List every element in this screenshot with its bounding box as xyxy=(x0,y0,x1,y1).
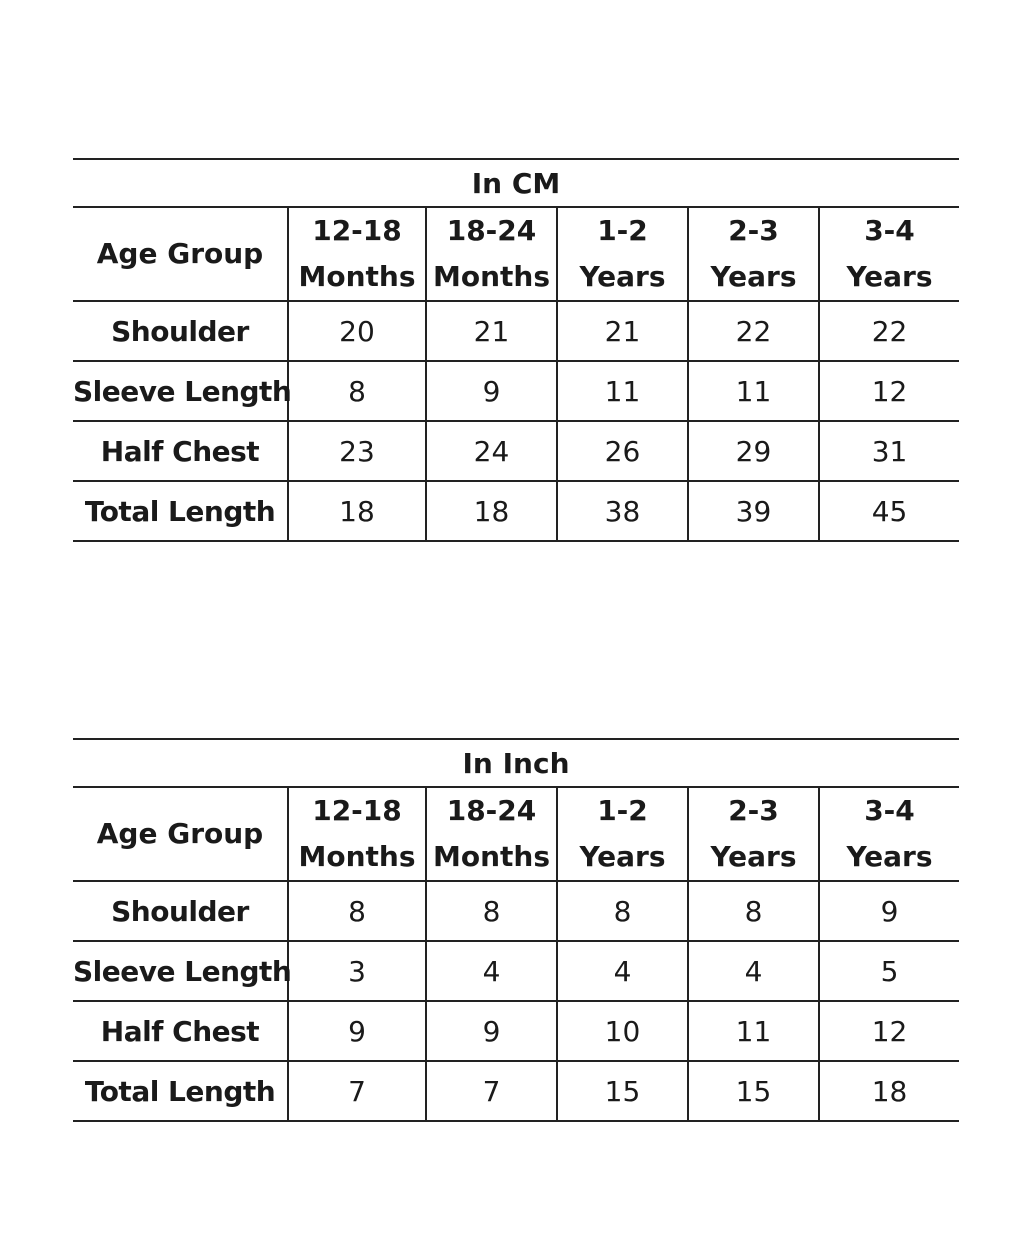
column-header-range: 12-18 xyxy=(312,794,402,827)
table-row xyxy=(73,881,959,941)
cell-value: 21 xyxy=(426,301,557,361)
column-header-range: 2-3 xyxy=(728,214,779,247)
row-label: Sleeve Length xyxy=(73,361,288,421)
cell-value: 7 xyxy=(288,1061,426,1121)
column-header-unit: Years xyxy=(846,260,933,293)
cell-value: 10 xyxy=(557,1001,688,1061)
cell-value: 15 xyxy=(688,1061,819,1121)
table-row xyxy=(73,1061,959,1121)
column-header-range: 3-4 xyxy=(864,794,915,827)
column-header xyxy=(819,207,959,301)
age-group-header: Age Group xyxy=(73,207,288,301)
table-header-row xyxy=(73,787,959,881)
table-title-row xyxy=(73,159,959,207)
column-header xyxy=(819,787,959,881)
column-header-range: 12-18 xyxy=(312,214,402,247)
cell-value: 7 xyxy=(426,1061,557,1121)
column-header-unit: Years xyxy=(710,260,797,293)
cell-value: 23 xyxy=(288,421,426,481)
cell-value: 21 xyxy=(557,301,688,361)
cell-value: 5 xyxy=(819,941,959,1001)
row-label: Half Chest xyxy=(73,421,288,481)
cell-value: 31 xyxy=(819,421,959,481)
table-row xyxy=(73,301,959,361)
table-row xyxy=(73,941,959,1001)
column-header-range: 18-24 xyxy=(446,214,537,247)
table-row xyxy=(73,481,959,541)
cell-value: 4 xyxy=(688,941,819,1001)
column-header-unit: Years xyxy=(846,840,933,873)
column-header-unit: Months xyxy=(432,260,551,293)
row-label: Half Chest xyxy=(73,1001,288,1061)
cell-value: 22 xyxy=(819,301,959,361)
column-header xyxy=(426,787,557,881)
size-table-inch xyxy=(73,738,959,1122)
cell-value: 26 xyxy=(557,421,688,481)
cell-value: 12 xyxy=(819,361,959,421)
table-title-row xyxy=(73,739,959,787)
row-label: Total Length xyxy=(73,481,288,541)
cell-value: 3 xyxy=(288,941,426,1001)
cell-value: 9 xyxy=(426,361,557,421)
cell-value: 22 xyxy=(688,301,819,361)
row-label: Shoulder xyxy=(73,301,288,361)
cell-value: 8 xyxy=(688,881,819,941)
cell-value: 11 xyxy=(688,361,819,421)
age-group-header: Age Group xyxy=(73,787,288,881)
column-header-unit: Years xyxy=(579,260,666,293)
cell-value: 38 xyxy=(557,481,688,541)
cell-value: 24 xyxy=(426,421,557,481)
cell-value: 18 xyxy=(288,481,426,541)
table-title: In Inch xyxy=(73,739,959,787)
cell-value: 15 xyxy=(557,1061,688,1121)
column-header xyxy=(557,207,688,301)
column-header-unit: Years xyxy=(710,840,797,873)
cell-value: 9 xyxy=(426,1001,557,1061)
column-header-unit: Months xyxy=(432,840,551,873)
column-header-range: 2-3 xyxy=(728,794,779,827)
cell-value: 8 xyxy=(557,881,688,941)
column-header-unit: Years xyxy=(579,840,666,873)
cell-value: 8 xyxy=(288,881,426,941)
row-label: Total Length xyxy=(73,1061,288,1121)
column-header xyxy=(688,207,819,301)
cell-value: 20 xyxy=(288,301,426,361)
column-header-range: 3-4 xyxy=(864,214,915,247)
cell-value: 4 xyxy=(557,941,688,1001)
cell-value: 45 xyxy=(819,481,959,541)
size-table-cm xyxy=(73,158,959,542)
column-header-range: 1-2 xyxy=(597,214,648,247)
cell-value: 18 xyxy=(819,1061,959,1121)
table-header-row xyxy=(73,207,959,301)
cell-value: 9 xyxy=(288,1001,426,1061)
cell-value: 11 xyxy=(688,1001,819,1061)
column-header xyxy=(288,207,426,301)
cell-value: 11 xyxy=(557,361,688,421)
cell-value: 39 xyxy=(688,481,819,541)
cell-value: 29 xyxy=(688,421,819,481)
column-header-unit: Months xyxy=(298,840,416,873)
table-title: In CM xyxy=(73,159,959,207)
cell-value: 18 xyxy=(426,481,557,541)
column-header xyxy=(288,787,426,881)
cell-value: 8 xyxy=(426,881,557,941)
cell-value: 4 xyxy=(426,941,557,1001)
table-row xyxy=(73,421,959,481)
column-header xyxy=(426,207,557,301)
row-label: Sleeve Length xyxy=(73,941,288,1001)
cell-value: 9 xyxy=(819,881,959,941)
table-row xyxy=(73,361,959,421)
cell-value: 12 xyxy=(819,1001,959,1061)
row-label: Shoulder xyxy=(73,881,288,941)
column-header-range: 1-2 xyxy=(597,794,648,827)
column-header xyxy=(688,787,819,881)
table-row xyxy=(73,1001,959,1061)
cell-value: 8 xyxy=(288,361,426,421)
column-header-unit: Months xyxy=(298,260,416,293)
column-header xyxy=(557,787,688,881)
column-header-range: 18-24 xyxy=(446,794,537,827)
